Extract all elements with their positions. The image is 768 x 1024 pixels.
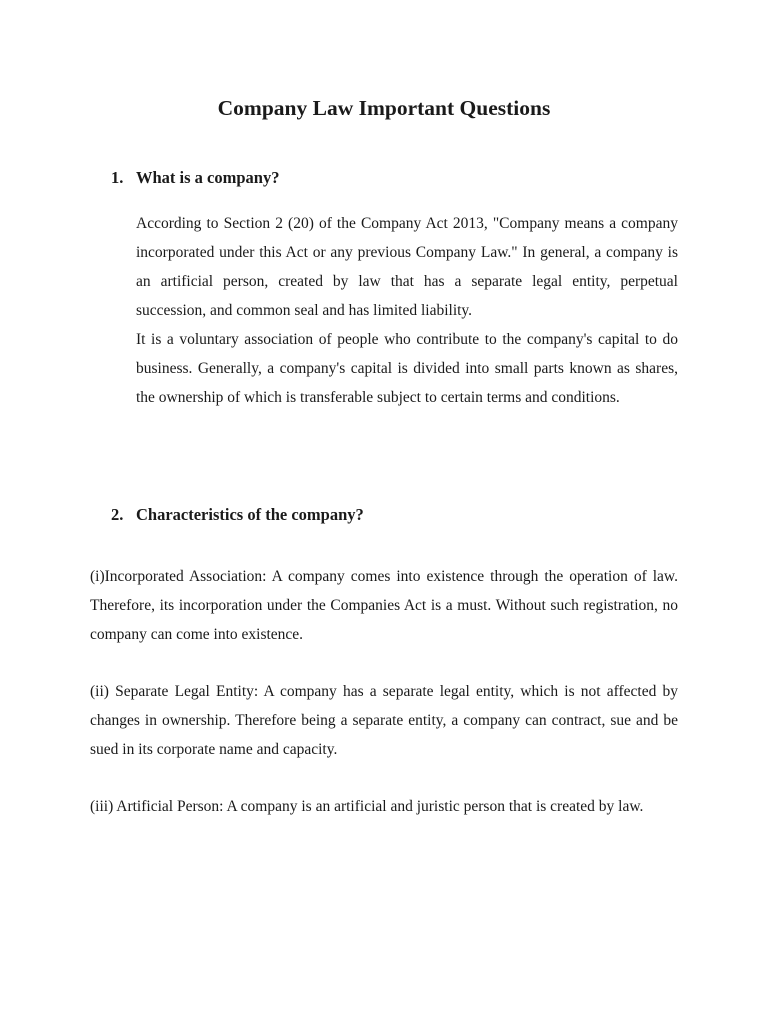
question-1-answer: [136, 209, 678, 412]
answer-paragraph: According to Section 2 (20) of the Company Act 2013, "Company means a company incorporated under this Act or any previous Company Law." In general, a company is an artificial person, created by law that has a separate legal entity, perpetual succession, and common seal and has limited liability.: [136, 215, 678, 319]
document-title: Company Law Important Questions: [217, 96, 551, 120]
question-2-answer: [90, 562, 678, 849]
question-1-text: What is a company?: [136, 168, 280, 187]
question-2-heading: [111, 504, 364, 526]
characteristic-item: (iii) Artificial Person: A company is an artificial and juristic person that is created by law.: [90, 798, 644, 815]
question-1-number: 1.: [111, 168, 124, 187]
question-2-text: Characteristics of the company?: [136, 505, 364, 524]
characteristic-item: (ii) Separate Legal Entity: A company has a separate legal entity, which is not affected by changes in ownership. Therefore being a separate entity, a company can contract, sue and be sued in its corporate name and capacity.: [90, 683, 678, 758]
answer-paragraph: It is a voluntary association of people who contribute to the company's capital to do business. Generally, a company's capital is divided into small parts known as shares, the ownership of which is transferable subject to certain terms and conditions.: [136, 331, 678, 406]
question-2-number: 2.: [111, 505, 124, 524]
question-1-heading: [111, 167, 279, 189]
characteristic-item: (i)Incorporated Association: A company comes into existence through the operation of law. Therefore, its incorporation under the Companies Act is a must. Without such registration, no company can come into existence.: [90, 568, 678, 643]
